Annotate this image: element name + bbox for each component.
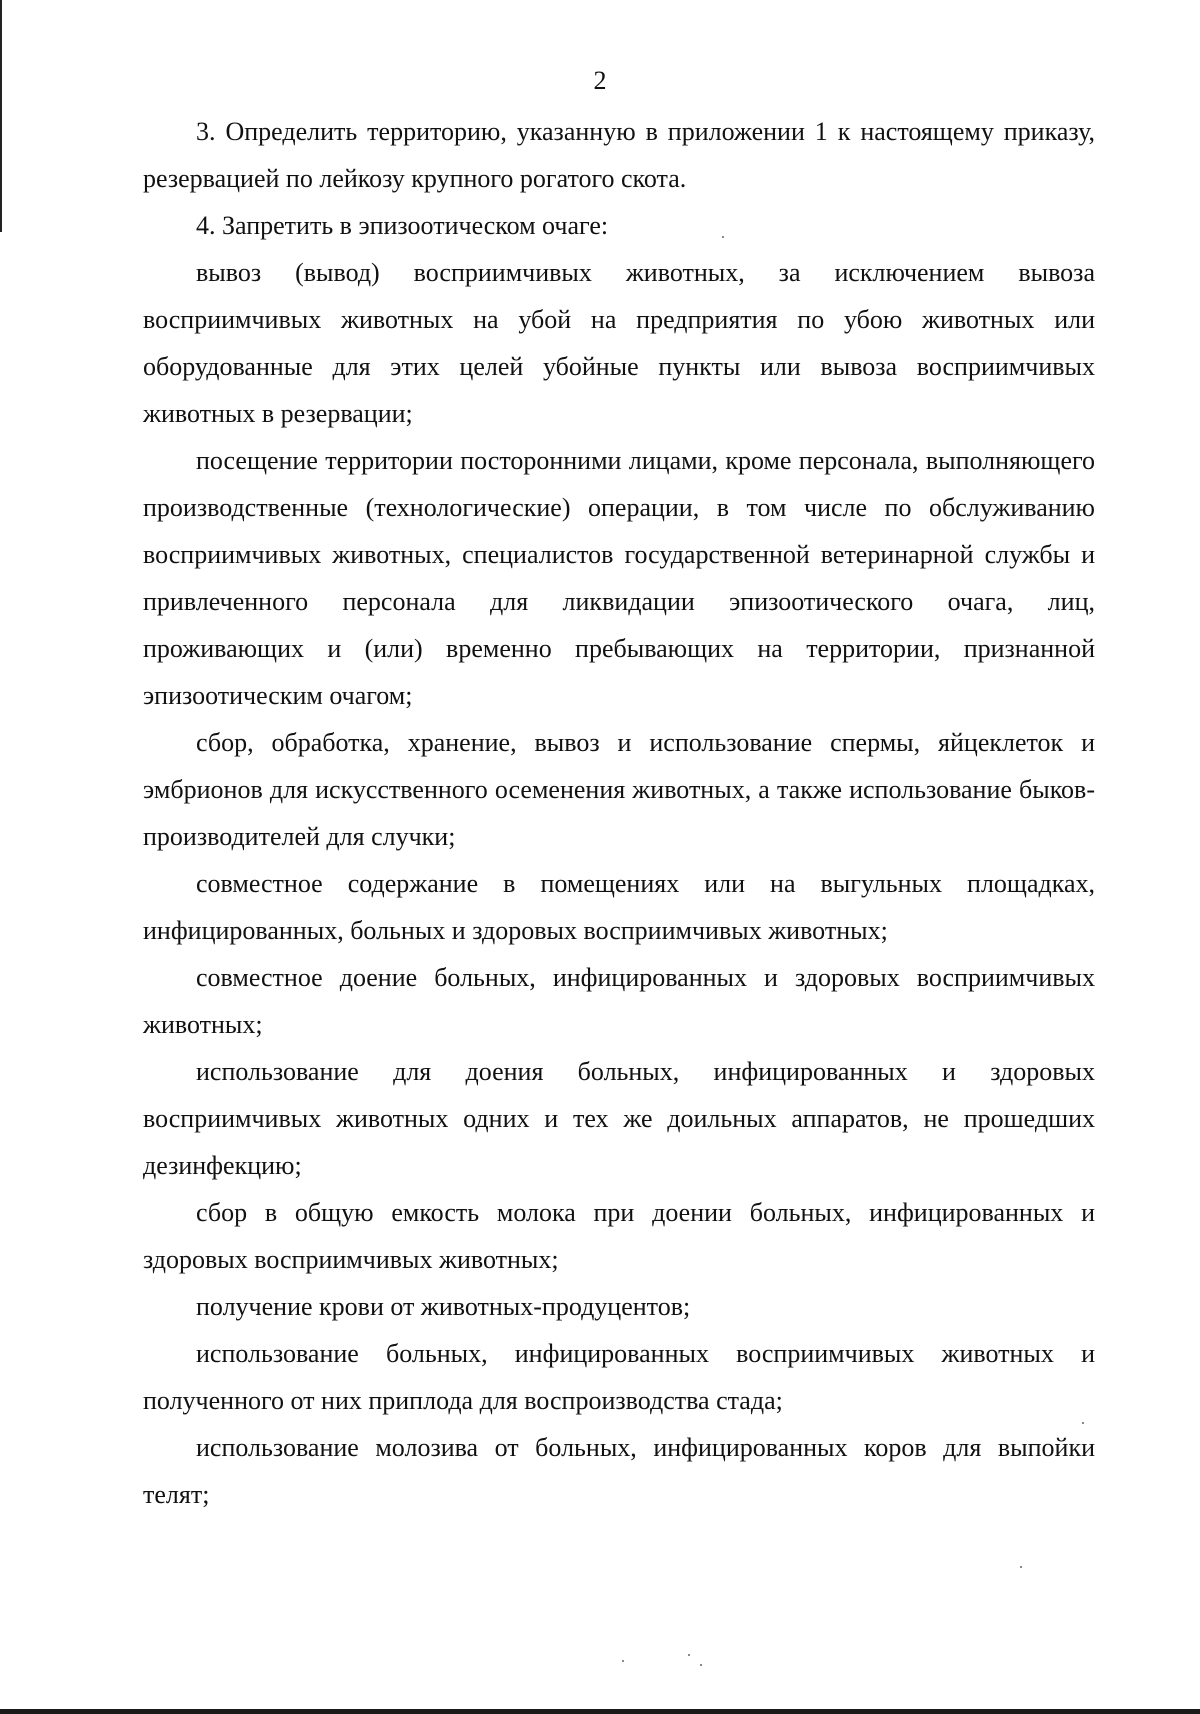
- scan-speck: [1082, 1422, 1084, 1424]
- paragraph-blood-collection: получение крови от животных-продуцентов;: [196, 1292, 691, 1321]
- paragraph-visit-territory: посещение территории посторонними лицами, кроме персонала, выполняющего производственные (технологические) операции, в том числе по обслуживанию восприимчивых животных, специалистов государственной ветеринарной службы и привлеченного персонала для ликвидации эпизоотического очага, лиц, проживающих и (или) временно пребывающих на территории, признанной эпизоотическим очагом;: [143, 446, 1095, 710]
- paragraph-reproduction: использование больных, инфицированных восприимчивых животных и полученного от них приплода для воспроизводства стада;: [143, 1339, 1095, 1415]
- scan-speck: [688, 1654, 690, 1656]
- scan-edge-left: [0, 0, 2, 232]
- scan-speck: [622, 1660, 624, 1662]
- scan-edge-bottom: [0, 1709, 1200, 1714]
- paragraph-3-reservation: 3. Определить территорию, указанную в приложении 1 к настоящему приказу, резервацией по лейкозу крупного рогатого скота.: [143, 117, 1095, 193]
- document-body: [143, 108, 1095, 1518]
- scan-speck: [722, 236, 724, 238]
- paragraph-joint-milking: совместное доение больных, инфицированных и здоровых восприимчивых животных;: [143, 963, 1095, 1039]
- paragraph-export-animals: вывоз (вывод) восприимчивых животных, за исключением вывоза восприимчивых животных на убой на предприятия по убою животных или оборудованные для этих целей убойные пункты или вывоза восприимчивых животных в резервации;: [143, 258, 1095, 428]
- paragraph-4-prohibitions: 4. Запретить в эпизоотическом очаге:: [196, 211, 609, 240]
- page-number: 2: [593, 66, 607, 95]
- paragraph-colostrum: использование молозива от больных, инфицированных коров для выпойки телят;: [143, 1433, 1095, 1509]
- paragraph-milking-machines: использование для доения больных, инфицированных и здоровых восприимчивых животных одних и тех же доильных аппаратов, не прошедших дезинфекцию;: [143, 1057, 1095, 1180]
- scan-speck: [1020, 1566, 1022, 1568]
- paragraph-milk-collection: сбор в общую емкость молока при доении больных, инфицированных и здоровых восприимчивых животных;: [143, 1198, 1095, 1274]
- scan-speck: [700, 1664, 702, 1666]
- paragraph-joint-keeping: совместное содержание в помещениях или на выгульных площадках, инфицированных, больных и здоровых восприимчивых животных;: [143, 869, 1095, 945]
- paragraph-sperm-embryos: сбор, обработка, хранение, вывоз и использование спермы, яйцеклеток и эмбрионов для искусственного осеменения животных, а также использование быков-производителей для случки;: [143, 728, 1095, 851]
